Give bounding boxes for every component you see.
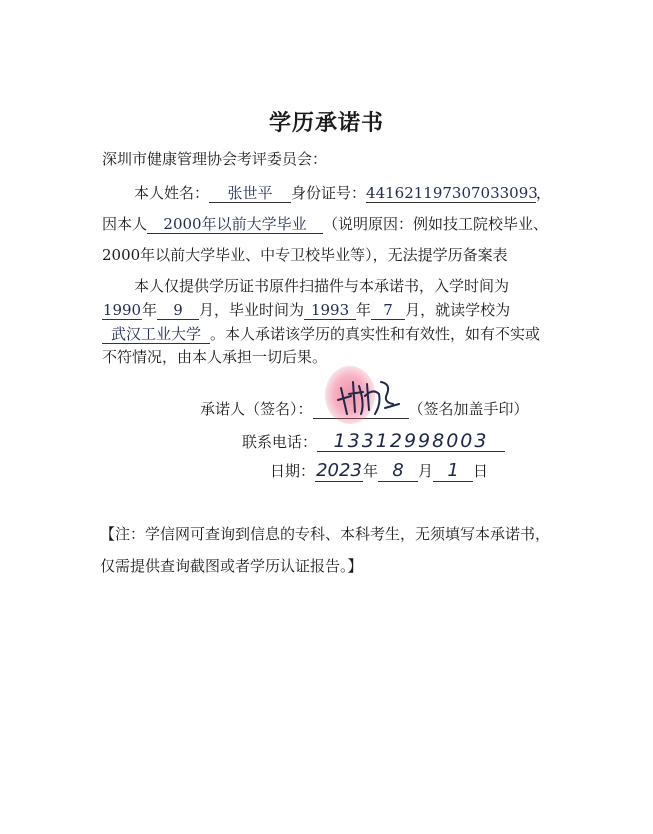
contact-label: 联系电话： bbox=[242, 433, 318, 451]
education-paragraph-line-1: 本人仅提供学历证书原件扫描件与本承诺书，入学时间为 bbox=[134, 277, 510, 295]
footer-note-line-1: 【注：学信网可查询到信息的专科、本科考生，无须填写本承诺书， bbox=[100, 525, 551, 543]
signature-label: 承诺人（签名）： bbox=[200, 400, 313, 418]
signature-note: （签名加盖手印） bbox=[408, 400, 529, 418]
date-year: 2023 bbox=[316, 460, 362, 481]
reason-value: 2000年以前大学毕业 bbox=[147, 215, 323, 234]
date-day: 1 bbox=[433, 461, 473, 482]
date-month: 8 bbox=[378, 461, 418, 482]
grad-year: 1993 bbox=[304, 301, 356, 320]
phone-number: 13312998003 bbox=[317, 431, 505, 452]
name-label: 本人姓名： bbox=[134, 184, 210, 202]
education-paragraph-line-2: 1990年 9 月，毕业时间为 1993 年 7 月，就读学校为 bbox=[102, 301, 511, 319]
reason-line-2: 2000年以前大学毕业、中专卫校毕业等），无法提学历备案表 bbox=[102, 246, 508, 264]
grad-month: 7 bbox=[371, 301, 405, 320]
applicant-name: 张世平 bbox=[209, 184, 291, 203]
handwritten-signature bbox=[335, 374, 405, 422]
page-title: 学历承诺书 bbox=[268, 110, 384, 136]
contact-row bbox=[242, 431, 505, 452]
salutation: 深圳市健康管理协会考评委员会： bbox=[102, 150, 328, 168]
education-paragraph-line-4: 不符情况，由本人承担一切后果。 bbox=[102, 348, 328, 366]
signature-row bbox=[200, 396, 529, 419]
date-label: 日期： bbox=[270, 462, 316, 480]
id-label: 身份证号： bbox=[291, 184, 367, 202]
education-paragraph-line-3: 武汉工业大学 。本人承诺该学历的真实性和有效性，如有不实或 bbox=[102, 324, 540, 344]
id-number: 441621197307033093 bbox=[366, 184, 538, 202]
name-id-line: 本人姓名： 张世平 身份证号：441621197307033093， bbox=[134, 184, 552, 202]
date-row: 日期：2023年 8 月 1 日 bbox=[270, 460, 489, 481]
school-name: 武汉工业大学 bbox=[102, 325, 210, 344]
reason-line: 因本人 2000年以前大学毕业 （说明原因：例如技工院校毕业、 bbox=[102, 215, 549, 233]
start-month: 9 bbox=[157, 301, 199, 320]
signature-field bbox=[313, 396, 409, 419]
footer-note-line-2: 仅需提供查询截图或者学历认证报告。】 bbox=[100, 557, 363, 575]
start-year: 1990 bbox=[102, 301, 142, 319]
